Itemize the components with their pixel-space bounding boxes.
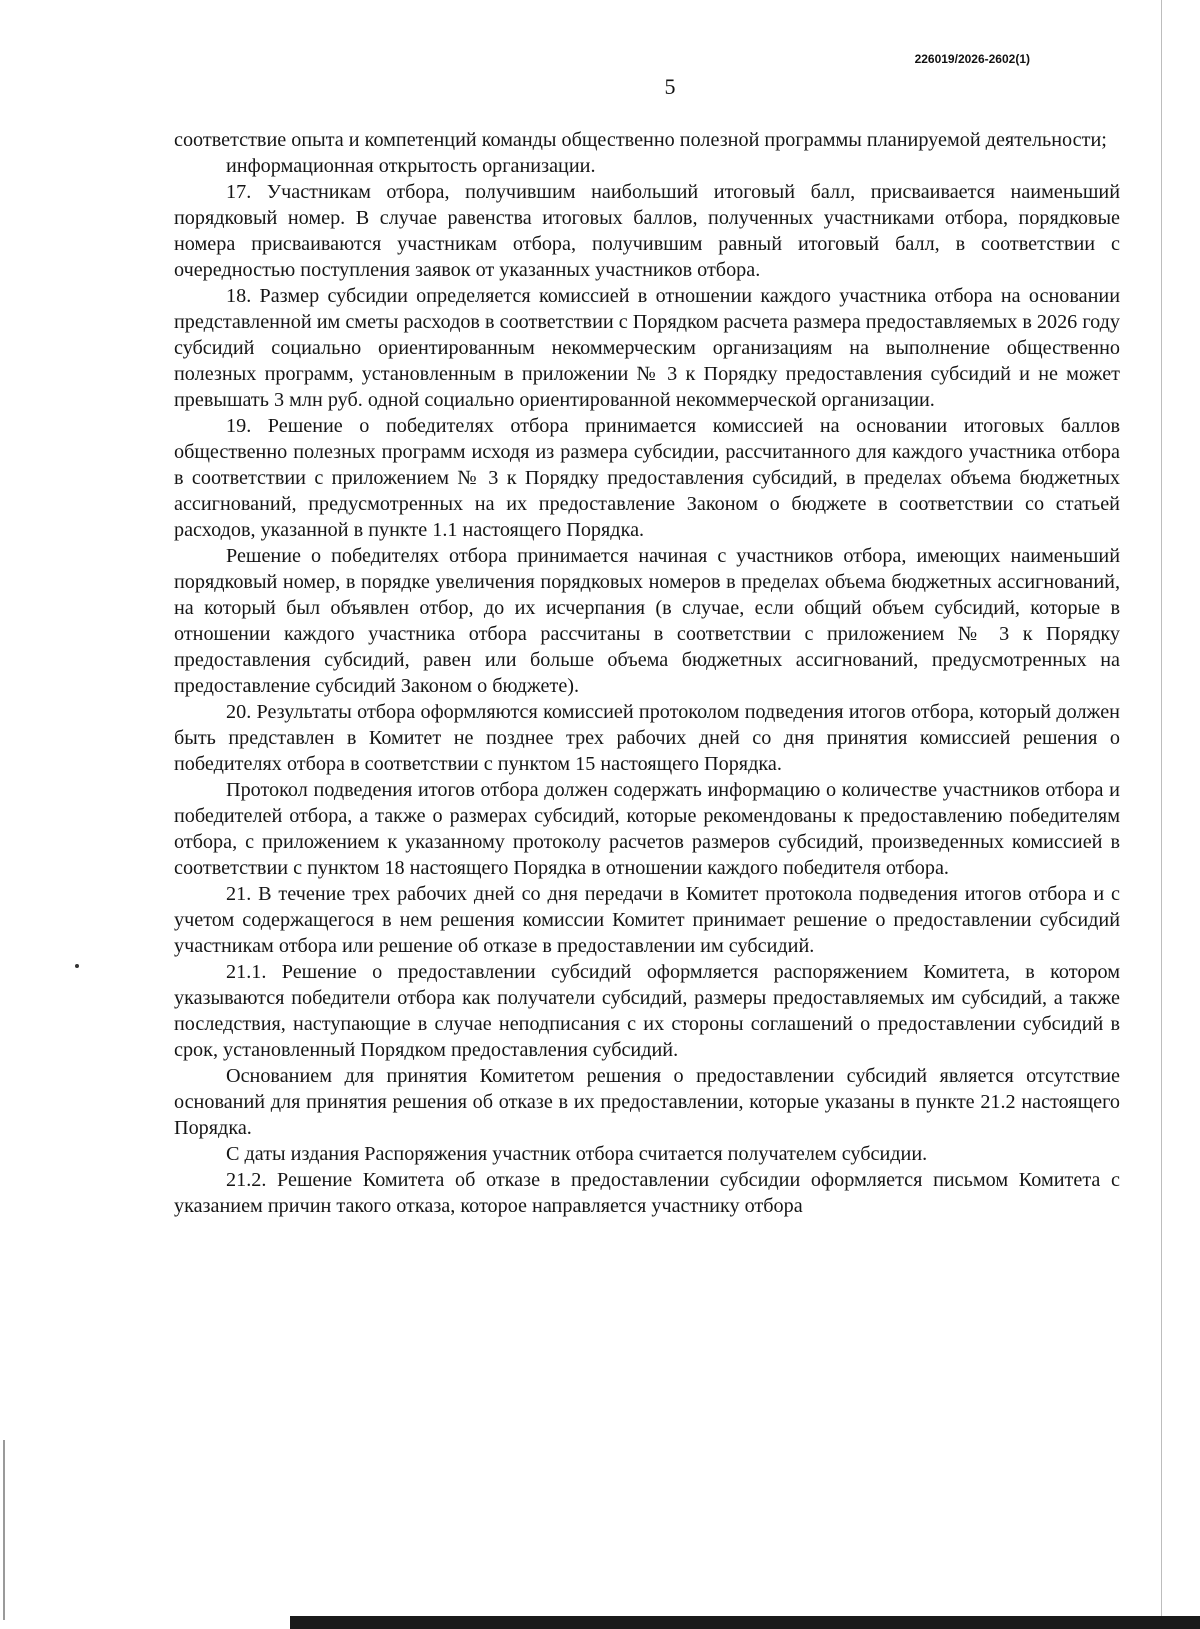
paragraph: 21.2. Решение Комитета об отказе в предоставлении субсидии оформляется письмом Комитета с указанием причин такого отказа, которое направляется участнику отбора <box>174 1169 1120 1217</box>
document-id: 226019/2026-2602(1) <box>914 52 1030 66</box>
scan-bottom-edge <box>290 1616 1200 1629</box>
paragraph: 19. Решение о победителях отбора принимается комиссией на основании итоговых баллов общественно полезных программ исходя из размера субсидии, рассчитанного для каждого участника отбора в соответствии с приложением № 3 к Порядку предоставления субсидий, в пределах объема бюджетных ассигнований, предусмотренных на их предоставление Законом о бюджете в соответствии со статьей расходов, указанной в пункте 1.1 настоящего Порядка. <box>174 415 1120 541</box>
paragraph: 17. Участникам отбора, получившим наибольший итоговый балл, присваивается наименьший порядковый номер. В случае равенства итоговых баллов, полученных участниками отбора, порядковые номера присваиваются участникам отбора, получившим равный итоговый балл, в соответствии с очередностью поступления заявок от указанных участников отбора. <box>174 181 1120 281</box>
paragraph: Решение о победителях отбора принимается начиная с участников отбора, имеющих наименьший порядковый номер, в порядке увеличения порядковых номеров в пределах объема бюджетных ассигнований, на который был объявлен отбор, до их исчерпания (в случае, если общий объем субсидий, которые в отношении каждого участника отбора рассчитаны в соответствии с приложением № 3 к Порядку предоставления субсидий, равен или больше объема бюджетных ассигнований, предусмотренных на предоставление субсидий Законом о бюджете). <box>174 545 1120 697</box>
document-body <box>174 127 1120 1219</box>
paragraph: 20. Результаты отбора оформляются комиссией протоколом подведения итогов отбора, который должен быть представлен в Комитет не позднее трех рабочих дней со дня принятия комиссией решения о победителях отбора в соответствии с пунктом 15 настоящего Порядка. <box>174 701 1120 775</box>
paragraph: 21.1. Решение о предоставлении субсидий оформляется распоряжением Комитета, в котором указываются победители отбора как получатели субсидий, размеры предоставляемых им субсидий, а также последствия, наступающие в случае неподписания с их стороны соглашений о предоставлении субсидий в срок, установленный Порядком предоставления субсидий. <box>174 961 1120 1061</box>
paragraph: соответствие опыта и компетенций команды общественно полезной программы планируемой деятельности; <box>174 129 1107 151</box>
paragraph: информационная открытость организации. <box>226 155 596 177</box>
page-number: 5 <box>664 74 676 99</box>
paragraph: 18. Размер субсидии определяется комиссией в отношении каждого участника отбора на основании представленной им сметы расходов в соответствии с Порядком расчета размера предоставляемых в 2026 году субсидий социально ориентированным некоммерческим организациям на выполнение общественно полезных программ, установленным в приложении № 3 к Порядку предоставления субсидий и не может превышать 3 млн руб. одной социально ориентированной некоммерческой организации. <box>174 285 1120 411</box>
scan-edge-mark <box>3 1440 5 1620</box>
paragraph: 21. В течение трех рабочих дней со дня передачи в Комитет протокола подведения итогов отбора и с учетом содержащегося в нем решения комиссии Комитет принимает решение о предоставлении субсидий участникам отбора или решение об отказе в предоставлении им субсидий. <box>174 883 1120 957</box>
paragraph: Протокол подведения итогов отбора должен содержать информацию о количестве участников отбора и победителей отбора, а также о размерах субсидий, которые рекомендованы к предоставлению победителям отбора, с приложением к указанному протоколу расчетов размеров субсидий, произведенных комиссией в соответствии с пунктом 18 настоящего Порядка в отношении каждого победителя отбора. <box>174 779 1120 879</box>
scan-edge-line <box>1161 0 1162 1629</box>
paragraph: С даты издания Распоряжения участник отбора считается получателем субсидии. <box>226 1143 928 1165</box>
paragraph: Основанием для принятия Комитетом решения о предоставлении субсидий является отсутствие оснований для принятия решения об отказе в их предоставлении, которые указаны в пункте 21.2 настоящего Порядка. <box>174 1065 1120 1139</box>
scan-speck <box>75 964 79 968</box>
